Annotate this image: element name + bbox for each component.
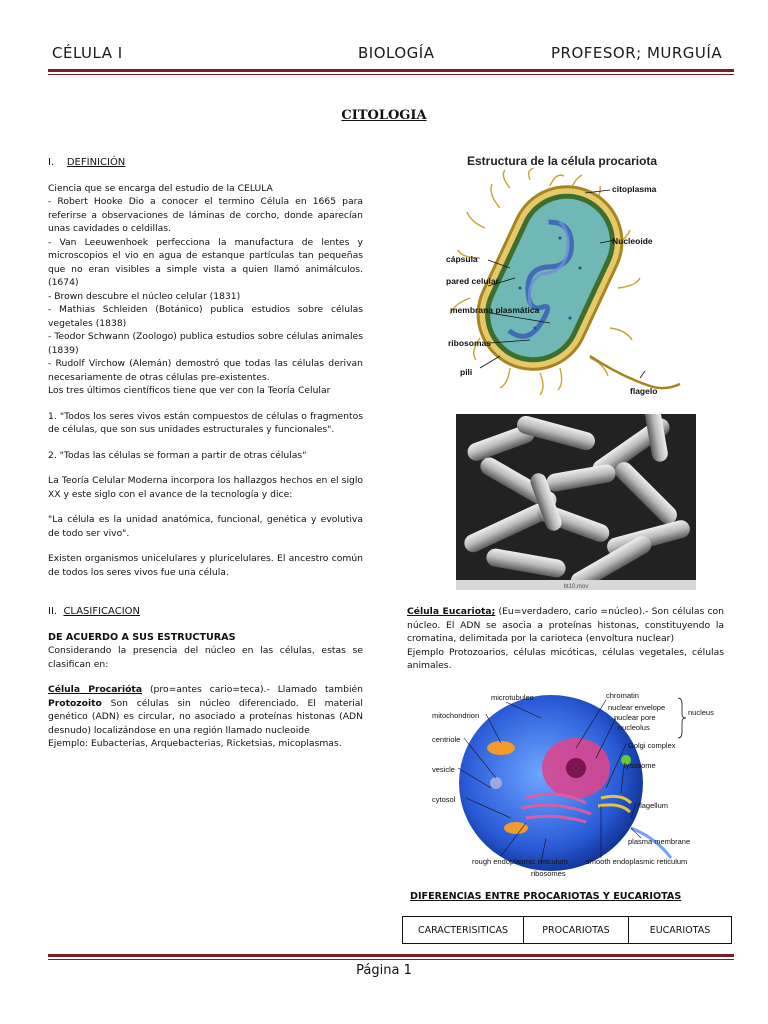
label-flagelo: flagelo bbox=[630, 386, 658, 396]
def-line-7: Los tres últimos científicos tiene que ver con la Teoría Celular bbox=[48, 385, 331, 396]
eukaryote-diagram bbox=[426, 688, 726, 880]
label-lysosome: lysosome bbox=[624, 761, 656, 770]
eukaryote-def: (Eu=verdadero, cario =núcleo).- Son células con núcleo. El ADN se asocia a proteínas histonas, constituyendo la cromatina, delimitada por la carioteca (envoltura nuclear) bbox=[407, 606, 724, 644]
section2-subheading: DE ACUERDO A SUS ESTRUCTURAS bbox=[48, 631, 236, 643]
left-column-2 bbox=[48, 605, 363, 751]
section2-intro: Considerando la presencia del núcleo en las células, estas se clasifican en: bbox=[48, 645, 363, 670]
label-cytosol: cytosol bbox=[432, 795, 456, 804]
header-center: BIOLOGÍA bbox=[358, 44, 435, 62]
prokaryote-example: Ejemplo: Eubacterias, Arquebacterias, Ricketsias, micoplasmas. bbox=[48, 738, 342, 749]
eukaryote-term: Célula Eucariota; bbox=[407, 606, 496, 617]
label-pili: pili bbox=[460, 367, 473, 377]
section2-title: CLASIFICACION bbox=[63, 606, 140, 617]
label-membrana: membrana plasmática bbox=[450, 305, 540, 315]
right-column-text bbox=[407, 605, 724, 673]
header-right: PROFESOR; MURGUÍA bbox=[551, 44, 723, 62]
def-line-6: - Rudolf Virchow (Alemán) demostró que todas las células derivan necesariamente de otras células pre-existentes. bbox=[48, 358, 363, 383]
footer-rule bbox=[48, 954, 734, 960]
label-ribosomas: ribosomas bbox=[448, 338, 491, 348]
section2-number: II. bbox=[48, 606, 58, 617]
comparison-table bbox=[402, 916, 732, 944]
prokaryote-def-b: Son células sin núcleo diferenciado. El material genético (ADN) es circular, no asociado a proteínas histonas (ADN desnudo) localizándose en una región llamado nucleoide bbox=[48, 697, 363, 736]
label-flagellum: flagellum bbox=[638, 801, 669, 810]
micrograph-image bbox=[456, 414, 696, 590]
table-header-row bbox=[403, 917, 732, 944]
prokaryote-def-a: (pro=antes cario=teca).- Llamado también bbox=[142, 684, 363, 695]
def-line-2: - Van Leeuwenhoek perfecciona la manufactura de lentes y microscopios el vio en agua de estanque partículas tan pequeñas que no eran visibles a simple vista a quien llamó animálculos.(1674) bbox=[48, 236, 363, 288]
section1-title: DEFINICIÓN bbox=[66, 157, 126, 168]
mitochondrion bbox=[487, 741, 515, 755]
def-line-4: - Mathias Schleiden (Botánico) publica estudios sobre células vegetales (1838) bbox=[48, 304, 363, 329]
def-line-1: - Robert Hooke Dio a conocer el termino Célula en 1665 para referirse a observaciones de láminas de corcho, donde aparecían unas cavidades o celdillas. bbox=[48, 196, 363, 234]
header-left: CÉLULA I bbox=[52, 44, 123, 62]
eukaryote-definition bbox=[407, 605, 724, 646]
label-golgi: Golgi complex bbox=[628, 741, 676, 750]
col-header-eukaryotes: EUCARIOTAS bbox=[629, 917, 732, 944]
theory-point-2: 2. "Todas las células se forman a partir de otras células" bbox=[48, 449, 307, 461]
differences-title bbox=[410, 890, 730, 904]
label-smooth-er: smooth endoplasmic reticulum bbox=[586, 857, 688, 866]
label-nuclear-pore: nuclear pore bbox=[614, 713, 656, 722]
label-nuclear-envelope: nuclear envelope bbox=[608, 703, 666, 712]
label-chromatin: chromatin bbox=[606, 691, 639, 700]
label-citoplasma: citoplasma bbox=[612, 184, 657, 194]
bacteria-micrograph bbox=[456, 414, 696, 590]
prokaryote-figure-title: Estructura de la célula procariota bbox=[467, 154, 658, 168]
header-rule bbox=[48, 69, 734, 75]
label-centriole: centriole bbox=[432, 735, 461, 744]
organisms-text: Existen organismos unicelulares y pluricelulares. El ancestro común de todos los seres vivos fue una célula. bbox=[48, 553, 363, 578]
label-nucleoide: Nucleoide bbox=[612, 236, 653, 246]
section2-heading bbox=[48, 605, 363, 619]
eukaryote-example: Ejemplo Protozoarios, células micóticas, células vegetales, células animales. bbox=[407, 646, 724, 671]
def-line-5: - Teodor Schwann (Zoologo) publica estudios sobre células animales (1839) bbox=[48, 331, 363, 356]
col-header-prokaryotes: PROCARIOTAS bbox=[524, 917, 629, 944]
label-pared: pared celular bbox=[446, 276, 499, 286]
section1-number: I. bbox=[48, 157, 55, 168]
label-capsula: cápsula bbox=[446, 254, 478, 264]
flagellum bbox=[590, 356, 680, 388]
label-microtubules: microtubules bbox=[491, 693, 534, 702]
section1-heading bbox=[48, 156, 363, 170]
def-line-0: Ciencia que se encarga del estudio de la CELULA bbox=[48, 182, 273, 194]
differences-title-text: DIFERENCIAS ENTRE PROCARIOTAS Y EUCARIOTAS bbox=[410, 891, 682, 902]
prokaryote-definition bbox=[48, 683, 363, 737]
label-nucleus: nucleus bbox=[688, 708, 714, 717]
modern-theory-quote: "La célula es la unidad anatómica, funcional, genética y evolutiva de todo ser vivo". bbox=[48, 514, 363, 539]
def-line-3: - Brown descubre el núcleo celular (1831) bbox=[48, 290, 241, 302]
theory-point-1: 1. "Todos los seres vivos están compuestos de células o fragmentos de células, que son sus unidades estructurales y funcionales". bbox=[48, 410, 363, 435]
prokaryote-diagram bbox=[440, 168, 690, 400]
label-mitochondrion: mitochondrion bbox=[432, 711, 480, 720]
label-rough-er: rough endoplasmic reticulum bbox=[472, 857, 568, 866]
prokaryote-alt-name: Protozoito bbox=[48, 697, 102, 709]
page-title: CITOLOGIA bbox=[341, 108, 427, 123]
micrograph-caption: bt10.mov bbox=[563, 584, 589, 590]
page-number: Página 1 bbox=[356, 963, 412, 978]
col-header-characteristics: CARACTERISITICAS bbox=[403, 917, 524, 944]
prokaryote-term: Célula Procarióta bbox=[48, 684, 143, 695]
label-vesicle: vesicle bbox=[432, 765, 455, 774]
label-ribosomes: ribosomes bbox=[531, 869, 566, 878]
label-nucleolus: nucleolus bbox=[618, 723, 650, 732]
left-column bbox=[48, 156, 363, 591]
modern-theory-text: La Teoría Celular Moderna incorpora los hallazgos hechos en el siglo XX y este siglo con el avance de la tecnología y dice: bbox=[48, 475, 363, 500]
label-plasma-membrane: plasma membrane bbox=[628, 837, 691, 846]
